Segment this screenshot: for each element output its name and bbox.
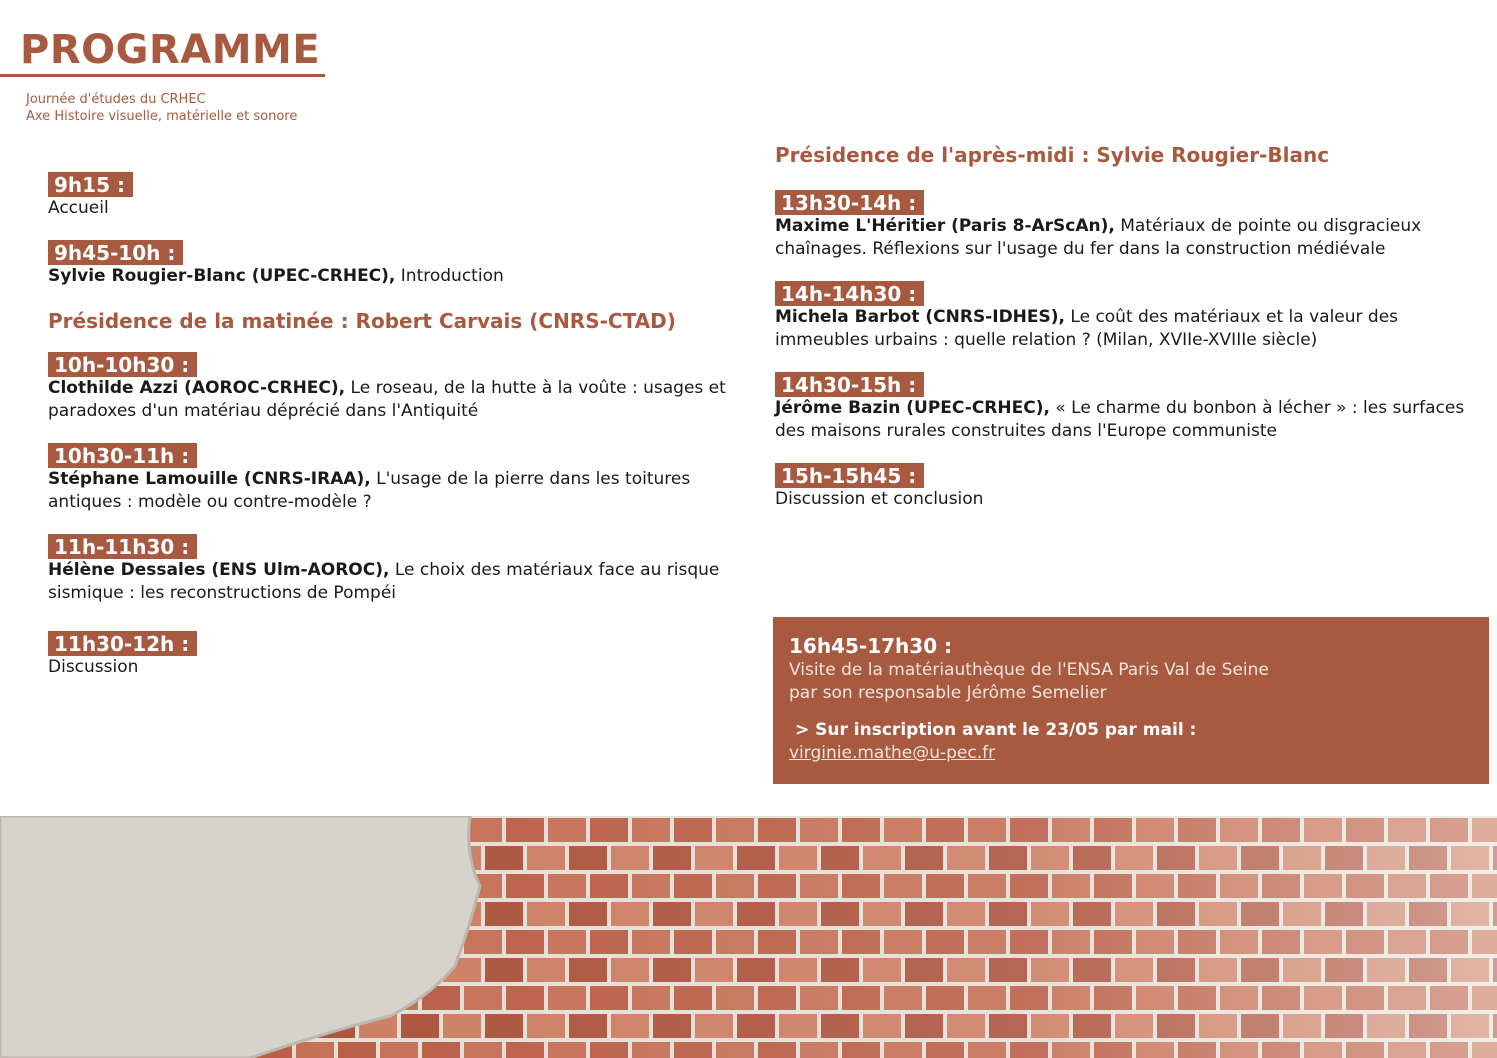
- slot-description: [775, 306, 1465, 352]
- time-tag: 9h45-10h :: [48, 240, 183, 265]
- slot-bazin: [775, 372, 1465, 443]
- subtitle-line-axis: Axe Histoire visuelle, matérielle et sonore: [26, 109, 298, 124]
- talk-title: Le choix des matériaux face au risque sismique : les reconstructions de Pompéi: [48, 560, 720, 603]
- email-link[interactable]: virginie.mathe@u-pec.fr: [789, 743, 996, 763]
- slot-description: [48, 377, 738, 423]
- slot-lamouille: [48, 443, 738, 514]
- time-tag: 11h-11h30 :: [48, 534, 197, 559]
- visit-line-1: Visite de la matériauthèque de l'ENSA Paris Val de Seine: [789, 660, 1269, 680]
- slot-description: Discussion: [48, 657, 139, 677]
- time-tag: 13h30-14h :: [775, 190, 924, 215]
- time-tag: 15h-15h45 :: [775, 463, 924, 488]
- brick-wall-illustration: [0, 816, 1497, 1058]
- time-tag: 9h15 :: [48, 172, 133, 197]
- brick-wall-image: [0, 816, 1497, 1058]
- speaker-name: Maxime L'Héritier (Paris 8-ArScAn),: [775, 216, 1115, 236]
- slot-description: [48, 265, 738, 288]
- talk-title: Le roseau, de la hutte à la voûte : usages et paradoxes d'un matériau déprécié dans l'Antiquité: [48, 378, 726, 421]
- slot-barbot: [775, 281, 1465, 352]
- visit-info-box: [773, 617, 1489, 784]
- speaker-name: Clothilde Azzi (AOROC-CRHEC),: [48, 378, 346, 398]
- slot-description: [48, 559, 738, 605]
- slot-description: Accueil: [48, 198, 109, 218]
- speaker-name: Sylvie Rougier-Blanc (UPEC-CRHEC),: [48, 266, 396, 286]
- time-tag: 14h30-15h :: [775, 372, 924, 397]
- visit-time: 16h45-17h30 :: [789, 634, 953, 658]
- talk-title: L'usage de la pierre dans les toitures antiques : modèle ou contre-modèle ?: [48, 469, 691, 512]
- subtitle-line-event: Journée d'études du CRHEC: [26, 92, 206, 107]
- speaker-name: Jérôme Bazin (UPEC-CRHEC),: [775, 398, 1050, 418]
- talk-title: Le coût des matériaux et la valeur des immeubles urbains : quelle relation ? (Milan, XVIIe-XVIIIe siècle): [775, 307, 1399, 350]
- visit-line-2: par son responsable Jérôme Semelier: [789, 683, 1107, 703]
- slot-dessales: [48, 534, 738, 605]
- slot-conclusion: [775, 463, 1465, 511]
- slot-accueil: [48, 172, 738, 220]
- slot-azzi: [48, 352, 738, 423]
- time-tag: 10h-10h30 :: [48, 352, 197, 377]
- slot-introduction: [48, 240, 738, 288]
- slot-description: [48, 468, 738, 514]
- registration-note: > Sur inscription avant le 23/05 par mail :: [795, 720, 1197, 740]
- time-tag: 10h30-11h :: [48, 443, 197, 468]
- speaker-name: Michela Barbot (CNRS-IDHES),: [775, 307, 1065, 327]
- morning-program: [48, 172, 738, 679]
- talk-title: Matériaux de pointe ou disgracieux chaînages. Réflexions sur l'usage du fer dans la construction médiévale: [775, 216, 1422, 259]
- slot-description: [775, 215, 1465, 261]
- morning-chair: Présidence de la matinée : Robert Carvais (CNRS-CTAD): [48, 309, 676, 333]
- slot-heritier: [775, 190, 1465, 261]
- page-title: PROGRAMME: [20, 27, 321, 73]
- afternoon-chair: Présidence de l'après-midi : Sylvie Rougier-Blanc: [775, 143, 1330, 167]
- talk-title: Introduction: [395, 266, 504, 286]
- subtitle: [26, 91, 297, 125]
- slot-description: Discussion et conclusion: [775, 489, 984, 509]
- slot-description: [775, 397, 1465, 443]
- speaker-name: Hélène Dessales (ENS Ulm-AOROC),: [48, 560, 390, 580]
- time-tag: 11h30-12h :: [48, 631, 197, 656]
- afternoon-program: [775, 142, 1465, 511]
- speaker-name: Stéphane Lamouille (CNRS-IRAA),: [48, 469, 371, 489]
- time-tag: 14h-14h30 :: [775, 281, 924, 306]
- slot-discussion: [48, 631, 738, 679]
- title-underline: [0, 74, 325, 77]
- talk-title: « Le charme du bonbon à lécher » : les surfaces des maisons rurales construites dans l'Europe communiste: [775, 398, 1465, 441]
